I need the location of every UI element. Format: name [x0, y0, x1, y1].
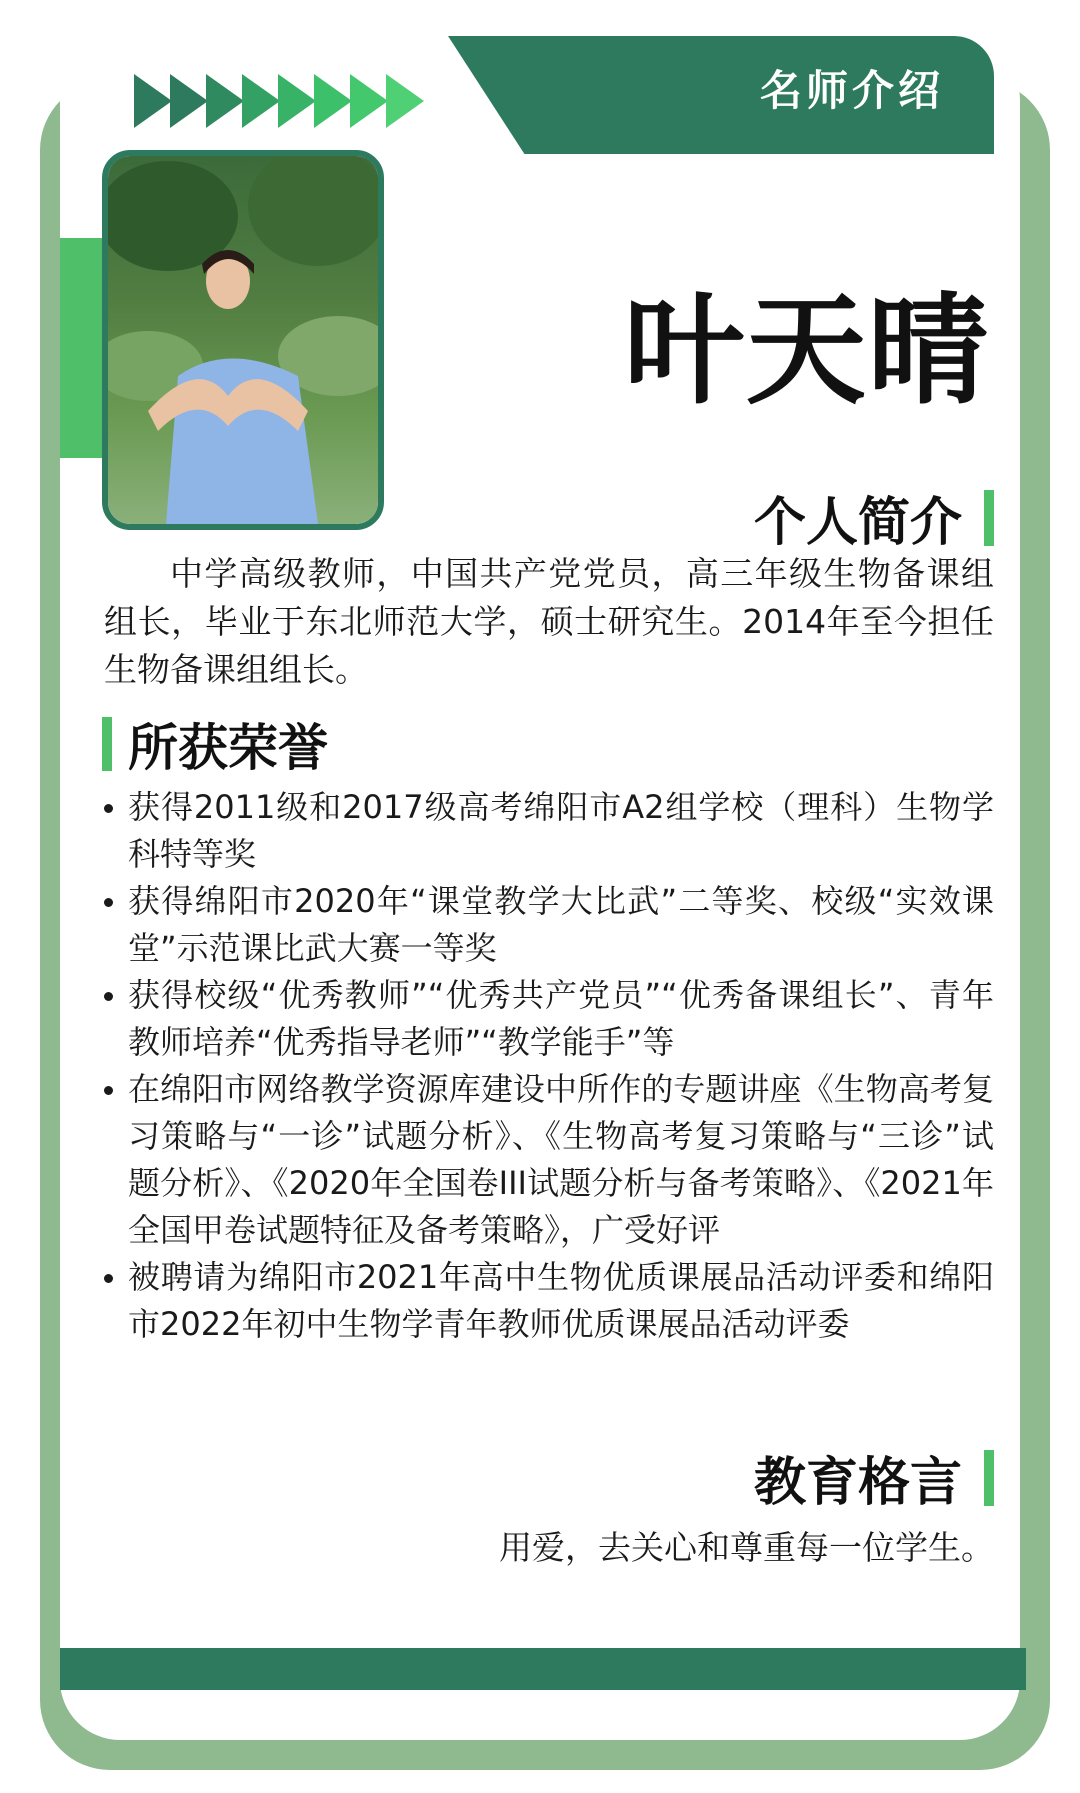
bullet-icon	[104, 992, 113, 1001]
arrow-decoration	[134, 74, 422, 128]
teacher-portrait-icon	[108, 156, 378, 524]
honor-text: 获得绵阳市2020年“课堂教学大比武”二等奖、校级“实效课堂”示范课比武大赛一等奖	[128, 882, 994, 967]
arrow-icon	[314, 74, 352, 128]
header-title: 名师介绍	[760, 66, 945, 115]
arrow-icon	[242, 74, 280, 128]
honors-heading	[102, 708, 328, 780]
bullet-icon	[104, 1086, 113, 1095]
heading-accent-bar	[984, 490, 994, 546]
heading-accent-bar	[984, 1450, 994, 1506]
teacher-name: 叶天晴	[624, 282, 990, 421]
honors-heading-text: 所获荣誉	[128, 719, 328, 777]
honors-list	[102, 784, 994, 1348]
intro-paragraph: 中学高级教师，中国共产党党员，高三年级生物备课组组长，毕业于东北师范大学，硕士研究生。2014年至今担任生物备课组组长。	[104, 554, 994, 689]
arrow-icon	[350, 74, 388, 128]
list-item	[102, 1066, 994, 1254]
teacher-photo	[102, 150, 384, 530]
bullet-icon	[104, 898, 113, 907]
intro-heading-text: 个人简介	[753, 493, 962, 553]
bullet-icon	[104, 804, 113, 813]
list-item	[102, 1254, 994, 1348]
list-item	[102, 972, 994, 1066]
list-item	[102, 878, 994, 972]
arrow-icon	[134, 74, 172, 128]
honor-text: 获得2011级和2017级高考绵阳市A2组学校（理科）生物学科特等奖	[128, 788, 994, 873]
honor-text: 被聘请为绵阳市2021年高中生物优质课展品活动评委和绵阳市2022年初中生物学青年教师优质课展品活动评委	[128, 1258, 994, 1343]
arrow-icon	[386, 74, 424, 128]
motto-text: 用爱，去关心和尊重每一位学生。	[499, 1528, 994, 1567]
bullet-icon	[104, 1274, 113, 1283]
intro-heading	[754, 480, 994, 555]
list-item	[102, 784, 994, 878]
arrow-icon	[206, 74, 244, 128]
honor-text: 在绵阳市网络教学资源库建设中所作的专题讲座《生物高考复习策略与“一诊”试题分析》、《生物高考复习策略与“三诊”试题分析》、《2020年全国卷III试题分析与备考策略》、《2021年全国甲卷试题特征及备考策略》，广受好评	[128, 1070, 994, 1249]
arrow-icon	[170, 74, 208, 128]
honor-text: 获得校级“优秀教师”“优秀共产党员”“优秀备课组长”、青年教师培养“优秀指导老师”“教学能手”等	[128, 976, 994, 1061]
arrow-icon	[278, 74, 316, 128]
motto-heading	[754, 1440, 994, 1515]
motto-heading-text: 教育格言	[753, 1453, 962, 1513]
heading-accent-bar	[102, 717, 112, 771]
bottom-band	[60, 1648, 1026, 1690]
left-accent-bar	[60, 238, 102, 458]
